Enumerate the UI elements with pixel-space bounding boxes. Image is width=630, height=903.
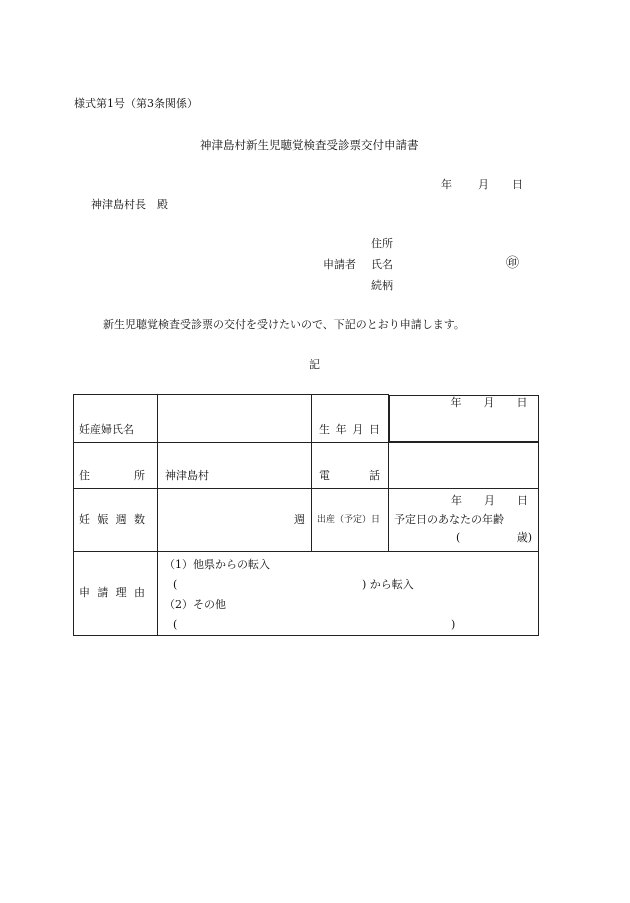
weeks-label [79, 513, 157, 527]
table-row [74, 442, 539, 488]
reason-char-4: 由 [133, 586, 145, 599]
address-field[interactable]: 神津島村 [158, 442, 312, 488]
table-row [74, 551, 539, 635]
reason-option-1[interactable]: （1）他県からの転入 [164, 557, 270, 571]
reason-2-paren-open: ( [173, 617, 178, 631]
seal-mark: ㊞ [506, 256, 520, 271]
address-label-cell [74, 442, 158, 488]
age-paren-open: ( [456, 530, 461, 544]
birthdate-char-1: 生 [319, 422, 330, 436]
age-unit: 歳) [516, 530, 532, 544]
reason-1-detail[interactable] [164, 575, 538, 595]
weeks-field[interactable] [158, 488, 312, 551]
reason-char-3: 理 [115, 586, 127, 599]
form-number: 様式第1号（第3条関係） [74, 97, 198, 110]
date-month-label: 月 [478, 178, 489, 191]
address-char-2: 所 [134, 468, 145, 482]
due-date-values [394, 491, 532, 511]
weeks-char-3: 週 [115, 512, 127, 526]
reason-char-1: 申 [79, 586, 90, 599]
date-year-label: 年 [441, 178, 452, 191]
reason-field[interactable] [158, 551, 539, 635]
birth-month-label: 月 [483, 395, 495, 409]
reason-char-2: 請 [97, 586, 109, 599]
birthdate-label [319, 423, 388, 437]
birthdate-char-3: 月 [352, 422, 364, 436]
reason-label-cell [74, 551, 158, 635]
age-label: 予定日のあなたの年齢 [394, 512, 504, 526]
weeks-char-4: 数 [133, 512, 145, 526]
reason-1-paren-close: ) から転入 [362, 577, 414, 591]
phone-char-2: 話 [369, 468, 380, 482]
request-statement: 新生児聴覚検査受診票の交付を受けたいので、下記のとおり申請します。 [103, 318, 465, 331]
birthdate-char-2: 年 [335, 422, 347, 436]
date-day-label: 日 [512, 178, 523, 191]
note-heading: 記 [309, 358, 320, 371]
reason-2-detail[interactable] [164, 615, 538, 635]
reason-option-2[interactable]: （2）その他 [164, 597, 226, 611]
weeks-unit: 週 [294, 512, 305, 526]
birth-day-label: 日 [516, 395, 528, 409]
birthdate-label-cell [312, 395, 389, 443]
table-row [74, 488, 539, 551]
birthdate-char-4: 日 [368, 422, 380, 436]
due-month-label: 月 [484, 493, 495, 507]
mother-name-field[interactable] [158, 395, 312, 443]
reason-1-paren-open: ( [173, 577, 178, 591]
due-day-label: 日 [517, 493, 528, 507]
birth-year-label: 年 [450, 395, 462, 409]
applicant-relationship-label: 続柄 [371, 279, 393, 292]
applicant-name-label: 氏名 [371, 258, 393, 271]
phone-char-1: 電 [319, 468, 330, 482]
address-char-1: 住 [79, 468, 90, 482]
mother-name-label: 妊産婦氏名 [74, 395, 158, 443]
birthdate-field[interactable] [389, 395, 539, 442]
due-date-field[interactable] [389, 488, 539, 551]
weeks-label-cell [74, 488, 158, 551]
addressee: 神津島村長 殿 [91, 198, 168, 211]
phone-label-cell [312, 442, 389, 488]
age-field[interactable] [394, 529, 532, 547]
phone-label [319, 469, 388, 483]
applicant-role-label: 申請者 [323, 258, 356, 271]
reason-label [79, 586, 157, 600]
applicant-address-label: 住所 [371, 237, 393, 250]
weeks-char-2: 娠 [97, 512, 109, 526]
address-label [79, 469, 157, 483]
table-row [74, 395, 539, 443]
application-table [73, 394, 539, 636]
page-title: 神津島村新生児聴覚検査受診票交付申請書 [200, 138, 419, 152]
phone-field[interactable] [389, 442, 539, 488]
due-date-label: 出産（予定）日 [312, 488, 389, 551]
weeks-char-1: 妊 [79, 512, 90, 526]
reason-2-paren-close: ) [451, 617, 456, 631]
due-year-label: 年 [451, 493, 462, 507]
